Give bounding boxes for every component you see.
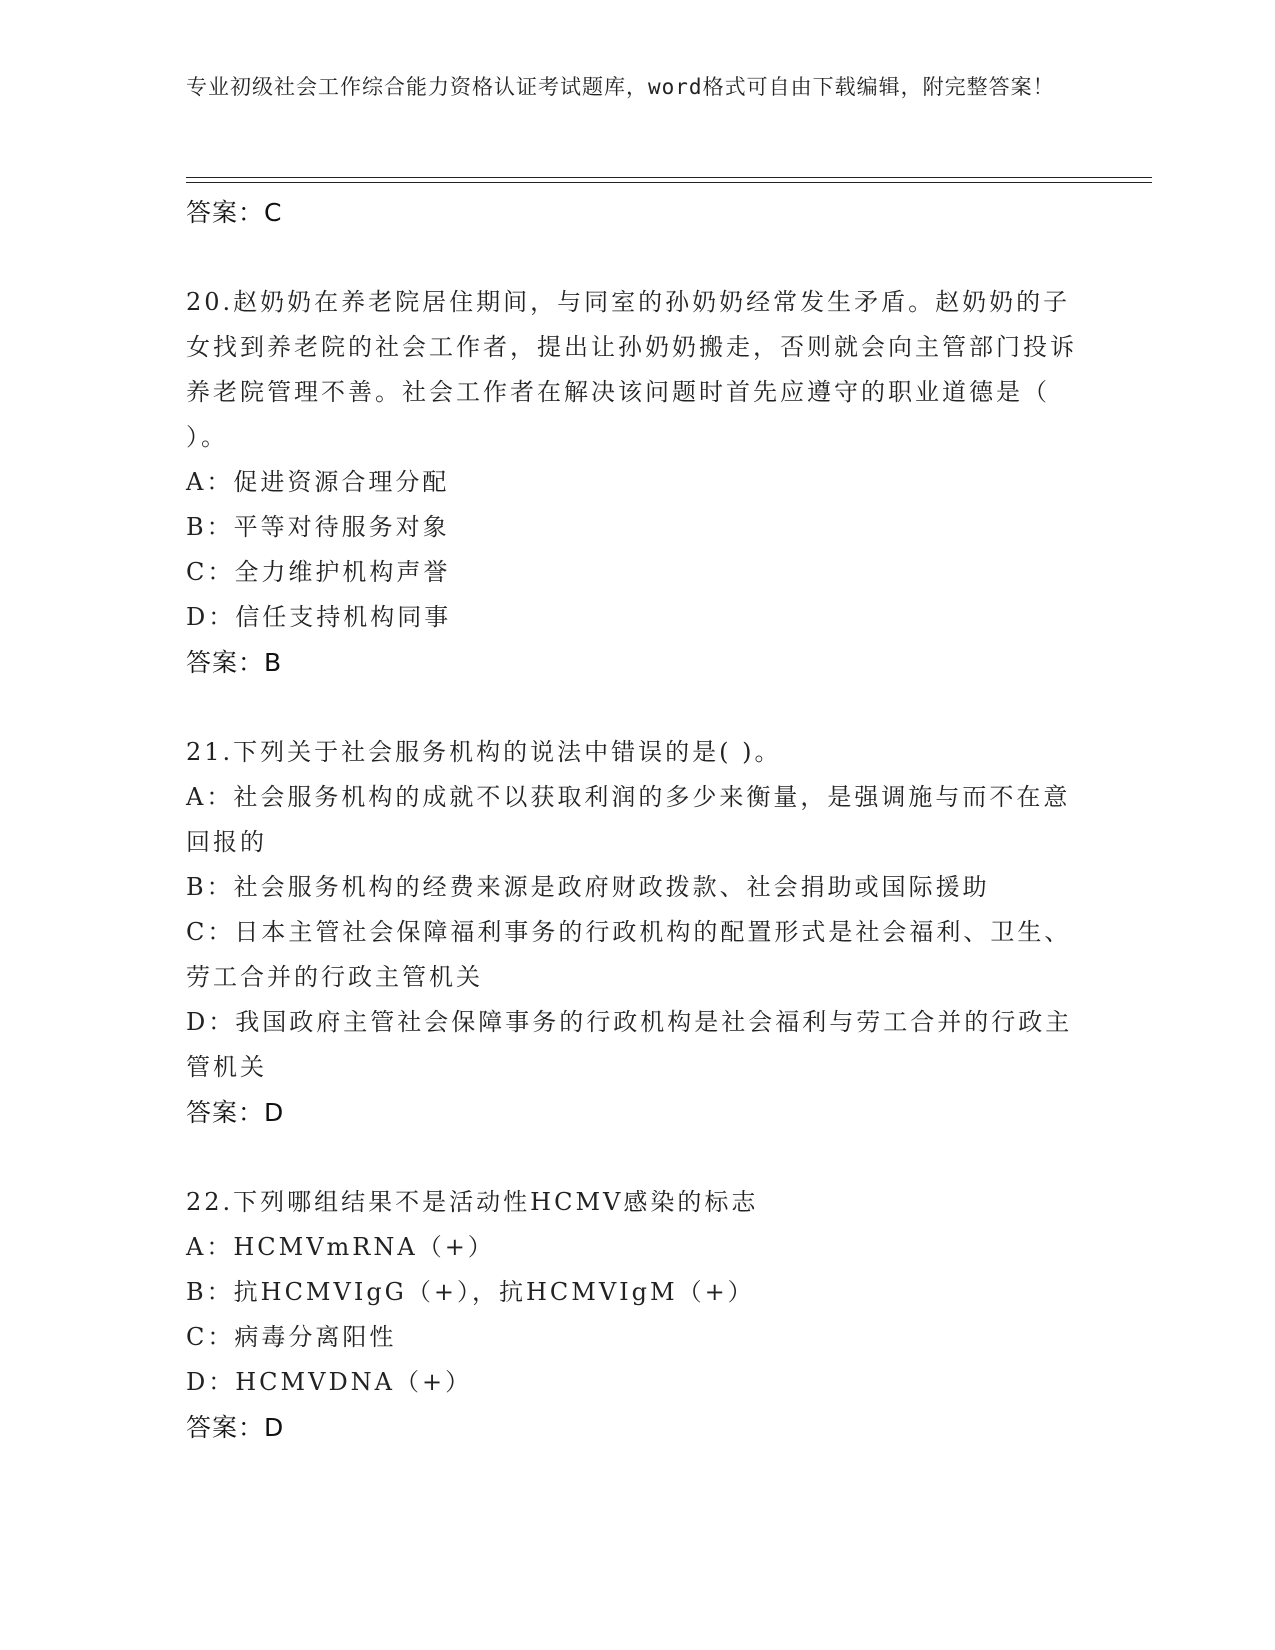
- option-d: D：信任支持机构同事: [186, 603, 452, 631]
- answer-line: 答案：B: [186, 648, 283, 677]
- option-c: C：病毒分离阳性: [186, 1323, 397, 1351]
- page-header: 专业初级社会工作综合能力资格认证考试题库，word格式可自由下载编辑，附完整答案！: [186, 75, 1055, 99]
- document-body: [186, 190, 1086, 1450]
- option-d: D：HCMVDNA（+）: [186, 1368, 473, 1396]
- option-b: B：平等对待服务对象: [186, 513, 450, 541]
- option-c: C：全力维护机构声誉: [186, 558, 451, 586]
- option-d: D：我国政府主管社会保障事务的行政机构是社会福利与劳工合并的行政主管机关: [186, 1008, 1073, 1081]
- question-20: [186, 280, 1086, 685]
- answer-line: 答案：D: [186, 1413, 285, 1442]
- option-c: C：日本主管社会保障福利事务的行政机构的配置形式是社会福利、卫生、劳工合并的行政主管机关: [186, 918, 1072, 991]
- option-b: B：抗HCMVIgG（+），抗HCMVIgM（+）: [186, 1278, 755, 1306]
- question-21: [186, 730, 1086, 1135]
- question-stem: 20.赵奶奶在养老院居住期间，与同室的孙奶奶经常发生矛盾。赵奶奶的子女找到养老院的社会工作者，提出让孙奶奶搬走，否则就会向主管部门投诉养老院管理不善。社会工作者在解决该问题时首先应遵守的职业道德是（ ）。: [186, 288, 1077, 451]
- header-rule-top: [186, 177, 1152, 178]
- option-a: A：社会服务机构的成就不以获取利润的多少来衡量，是强调施与而不在意回报的: [186, 783, 1071, 856]
- question-22: [186, 1180, 1086, 1450]
- option-a: A：HCMVmRNA（+）: [186, 1233, 495, 1261]
- option-b: B：社会服务机构的经费来源是政府财政拨款、社会捐助或国际援助: [186, 873, 990, 901]
- header-rule-bottom: [186, 182, 1152, 183]
- answer-line: 答案：C: [186, 198, 283, 227]
- answer-line: 答案：D: [186, 1098, 285, 1127]
- question-stem: 22.下列哪组结果不是活动性HCMV感染的标志: [186, 1188, 759, 1216]
- option-a: A：促进资源合理分配: [186, 468, 450, 496]
- question-stem: 21.下列关于社会服务机构的说法中错误的是( )。: [186, 738, 782, 766]
